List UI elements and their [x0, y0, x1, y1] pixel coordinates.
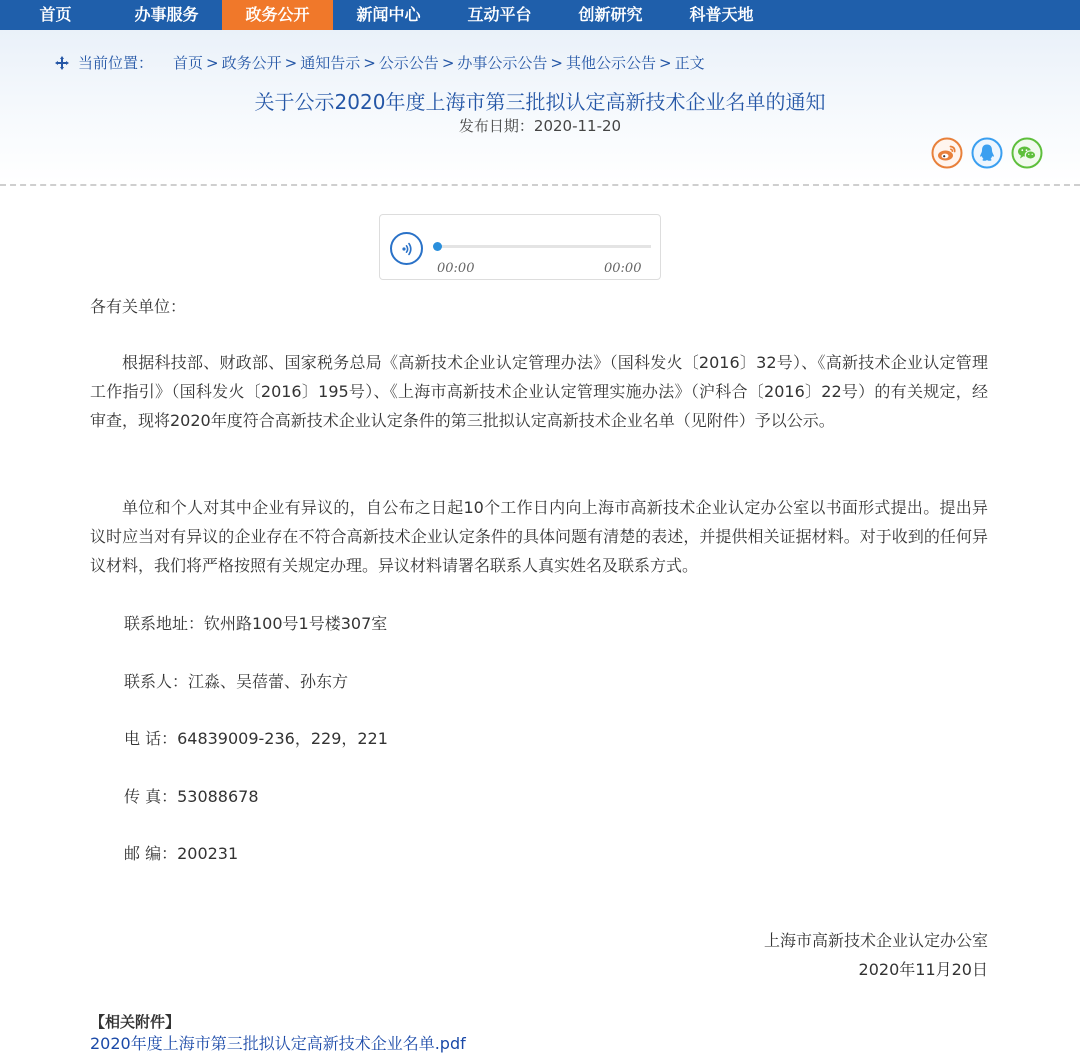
- nav-item-news[interactable]: 新闻中心: [356, 5, 421, 24]
- body-paragraph-1: 根据科技部、财政部、国家税务总局《高新技术企业认定管理办法》（国科发火〔2016〕32号）、《高新技术企业认定管理工作指引》（国科发火〔2016〕195号）、《上海市高新技术企业认定管理实施办法》（沪科合〔2016〕22号）的有关规定，经审查，现将2020年度符合高新技术企业认定条件的第三批拟认定高新技术企业名单（见附件）予以公示。: [90, 353, 988, 430]
- audio-duration: 00:00: [604, 261, 642, 276]
- audio-play-button[interactable]: [390, 232, 423, 265]
- breadcrumb-separator: >: [441, 53, 455, 72]
- share-bar: [931, 137, 1043, 169]
- contact-phone: 电 话：64839009-236，229，221: [124, 729, 388, 748]
- body-paragraph-2: 单位和个人对其中企业有异议的，自公布之日起10个工作日内向上海市高新技术企业认定办公室以书面形式提出。提出异议时应当对有异议的企业存在不符合高新技术企业认定条件的具体问题有清楚的表述，并提供相关证据材料。对于收到的任何异议材料，我们将严格按照有关规定办理。异议材料请署名联系人真实姓名及联系方式。: [90, 498, 988, 575]
- breadcrumb-item-government-affairs[interactable]: 政务公开: [221, 54, 282, 72]
- nav-item-services[interactable]: 办事服务: [134, 5, 199, 24]
- publish-date: [0, 115, 1080, 136]
- publish-date-label: 发布日期：: [458, 117, 534, 135]
- breadcrumb-separator: >: [363, 53, 376, 72]
- speaker-icon: [397, 239, 417, 259]
- audio-player: [379, 214, 661, 280]
- qq-icon[interactable]: [971, 137, 1003, 169]
- audio-current-time: 00:00: [437, 261, 475, 276]
- nav-item-innovation[interactable]: 创新研究: [578, 5, 643, 24]
- audio-progress-knob[interactable]: [433, 242, 442, 251]
- nav-item-government-affairs[interactable]: 政务公开: [222, 0, 333, 30]
- nav-item-home[interactable]: 首页: [39, 5, 72, 24]
- contact-address: 联系地址：钦州路100号1号楼307室: [124, 614, 388, 633]
- signature-date: 2020年11月20日: [858, 960, 988, 979]
- nav-item-science[interactable]: 科普天地: [689, 5, 754, 24]
- header-divider: [0, 184, 1080, 186]
- breadcrumb-item-notices[interactable]: 通知告示: [300, 54, 361, 72]
- breadcrumb-separator: >: [659, 53, 672, 72]
- wechat-icon[interactable]: [1011, 137, 1043, 169]
- breadcrumb-separator: >: [550, 53, 563, 72]
- breadcrumb-item-other-announcements[interactable]: 其他公示公告: [565, 54, 656, 72]
- breadcrumb-item-current[interactable]: 正文: [674, 54, 705, 72]
- breadcrumb-item-service-announcements[interactable]: 办事公示公告: [457, 54, 548, 72]
- attachment-link[interactable]: 2020年度上海市第三批拟认定高新技术企业名单.pdf: [90, 1034, 466, 1053]
- salutation: 各有关单位：: [90, 297, 187, 316]
- breadcrumb-item-home[interactable]: 首页: [173, 54, 204, 72]
- breadcrumb-label: 当前位置：: [78, 54, 154, 72]
- contact-postcode: 邮 编：200231: [124, 844, 239, 863]
- article-title: 关于公示2020年度上海市第三批拟认定高新技术企业名单的通知: [254, 90, 826, 114]
- signature-office: 上海市高新技术企业认定办公室: [763, 931, 988, 950]
- attachments-label: 【相关附件】: [90, 1013, 181, 1031]
- nav-item-interaction[interactable]: 互动平台: [467, 5, 532, 24]
- contact-persons: 联系人：江淼、吴蓓蕾、孙东方: [124, 672, 349, 691]
- audio-progress-track[interactable]: [437, 245, 651, 248]
- breadcrumb-item-announcements[interactable]: 公示公告: [378, 54, 439, 72]
- breadcrumb: [54, 52, 705, 73]
- weibo-icon[interactable]: [931, 137, 963, 169]
- publish-date-value: 2020-11-20: [533, 117, 622, 135]
- top-navigation: [0, 0, 1080, 30]
- location-icon: [54, 55, 70, 71]
- contact-fax: 传 真：53088678: [124, 787, 259, 806]
- breadcrumb-separator: >: [284, 53, 298, 72]
- breadcrumb-separator: >: [206, 53, 219, 72]
